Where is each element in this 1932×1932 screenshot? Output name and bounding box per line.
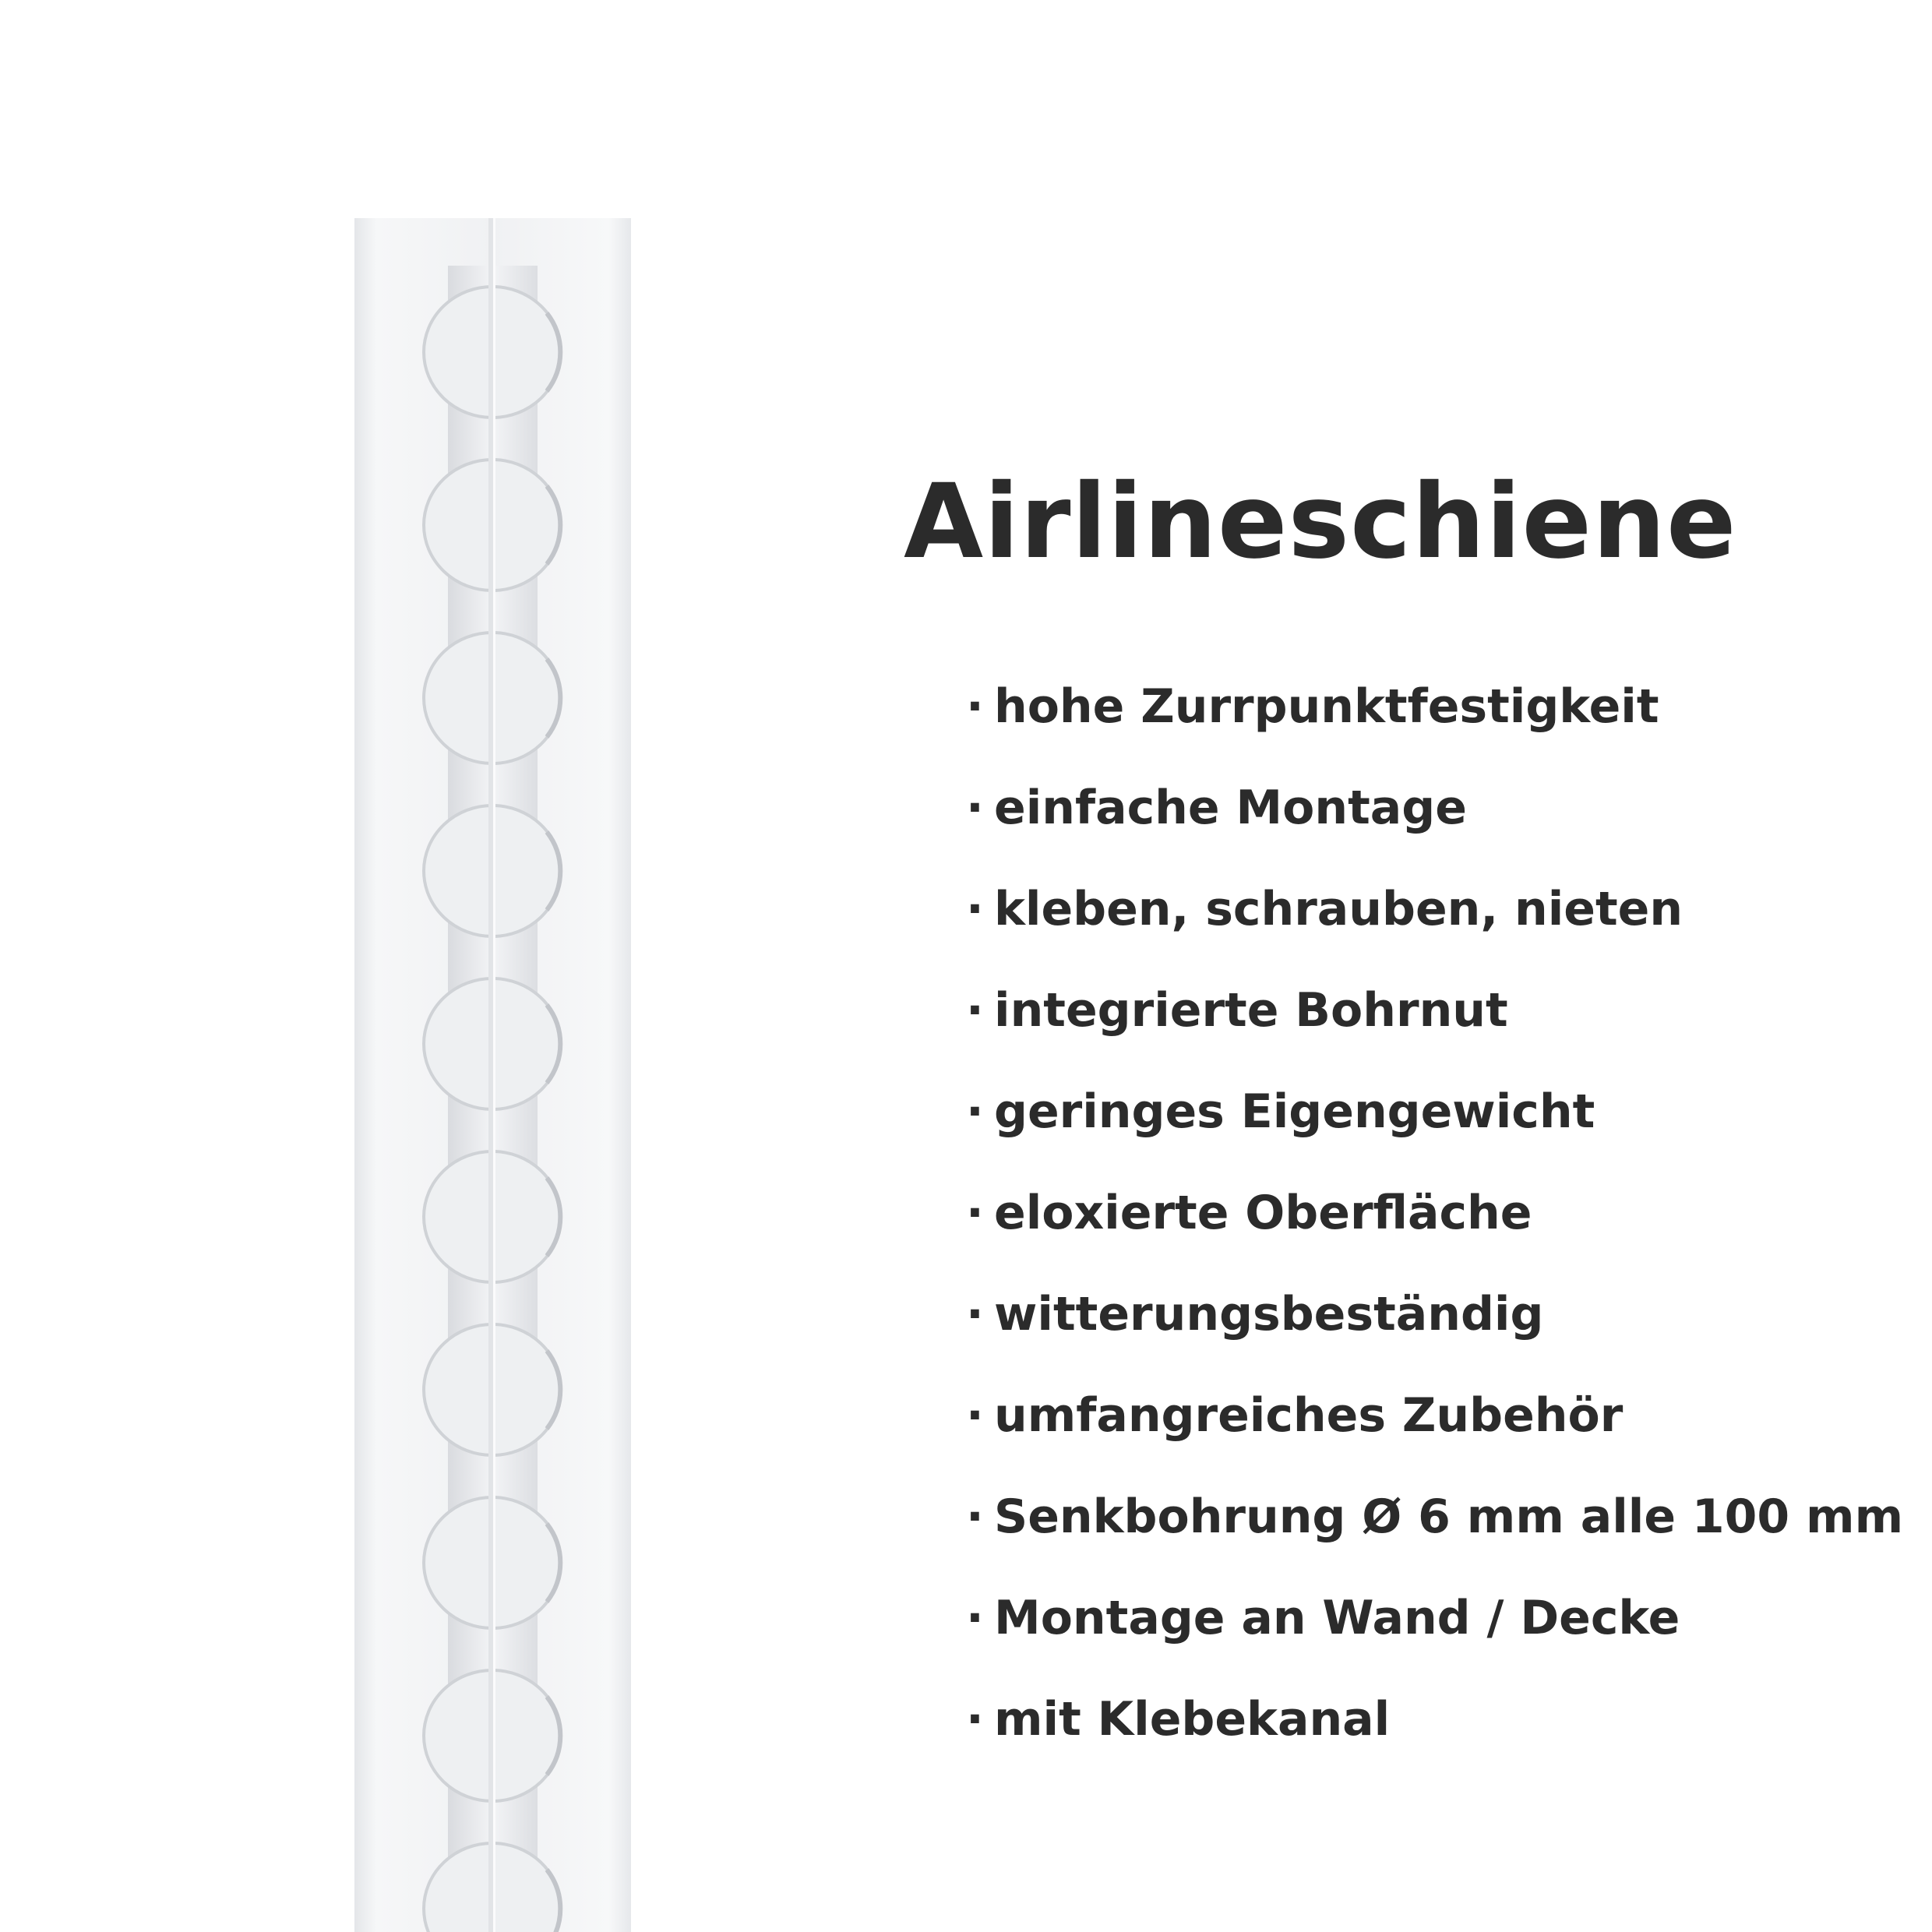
feature-label: witterungsbeständig <box>994 1287 1544 1341</box>
feature-label: Montage an Wand / Decke <box>994 1591 1680 1645</box>
feature-label: einfache Montage <box>994 781 1467 835</box>
bullet-dot: · <box>966 1490 984 1544</box>
feature-item <box>966 1476 1903 1578</box>
airline-rail-image <box>354 218 631 1932</box>
product-title: Airlineschiene <box>904 462 1737 582</box>
bullet-dot: · <box>966 882 984 936</box>
feature-list <box>966 666 1903 1780</box>
feature-item <box>966 1375 1903 1476</box>
feature-label: umfangreiches Zubehör <box>994 1388 1624 1443</box>
feature-item <box>966 1578 1903 1679</box>
bullet-dot: · <box>966 1287 984 1341</box>
feature-label: mit Klebekanal <box>994 1692 1391 1747</box>
bullet-dot: · <box>966 1186 984 1240</box>
feature-item <box>966 1071 1903 1172</box>
bullet-dot: · <box>966 781 984 835</box>
feature-item <box>966 767 1903 869</box>
feature-item <box>966 1172 1903 1274</box>
feature-label: hohe Zurrpunktfestigkeit <box>994 679 1659 734</box>
feature-item <box>966 869 1903 970</box>
bullet-dot: · <box>966 679 984 734</box>
feature-label: Senkbohrung Ø 6 mm alle 100 mm <box>994 1490 1904 1544</box>
feature-label: kleben, schrauben, nieten <box>994 882 1683 936</box>
feature-item <box>966 1679 1903 1780</box>
rail-graphic <box>354 218 631 1932</box>
bullet-dot: · <box>966 1692 984 1747</box>
bullet-dot: · <box>966 1591 984 1645</box>
feature-item <box>966 666 1903 767</box>
feature-label: geringes Eigengewicht <box>994 1084 1595 1139</box>
feature-item <box>966 970 1903 1071</box>
feature-label: eloxierte Oberfläche <box>994 1186 1532 1240</box>
bullet-dot: · <box>966 1084 984 1139</box>
feature-item <box>966 1274 1903 1375</box>
feature-label: integrierte Bohrnut <box>994 983 1508 1038</box>
bullet-dot: · <box>966 983 984 1038</box>
bullet-dot: · <box>966 1388 984 1443</box>
